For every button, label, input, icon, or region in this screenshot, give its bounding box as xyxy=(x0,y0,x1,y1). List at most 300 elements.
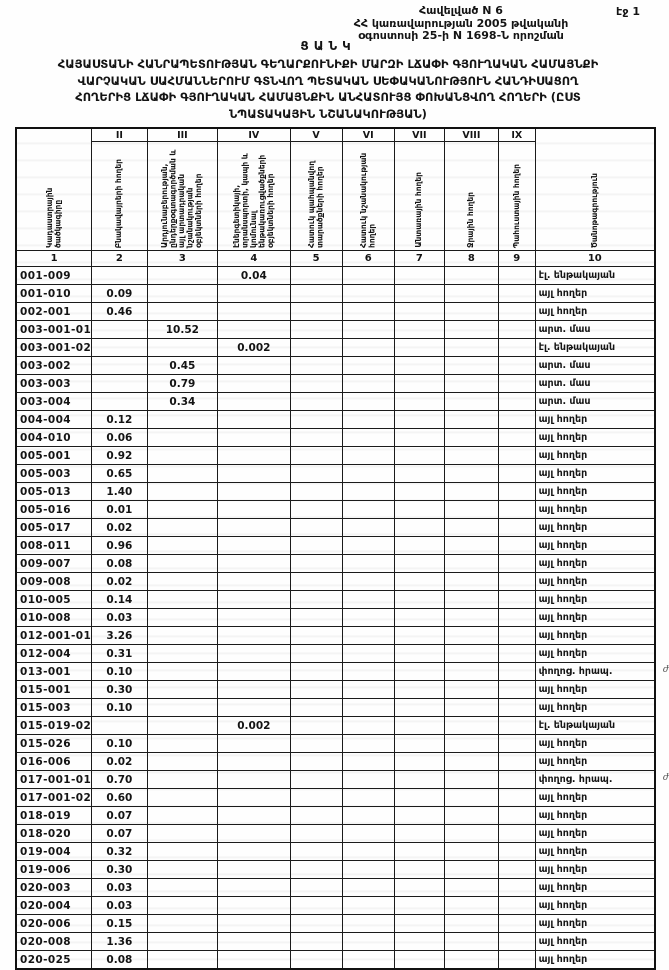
area-value-cell-col5 xyxy=(290,375,342,393)
area-value-cell-col7 xyxy=(394,357,444,375)
area-value-cell-col5 xyxy=(290,807,342,825)
table-row xyxy=(16,807,655,825)
area-value-cell-col2: 0.07 xyxy=(92,807,147,825)
area-value-cell-col9 xyxy=(498,591,535,609)
area-value-cell-col9 xyxy=(498,303,535,321)
area-value-cell-col5 xyxy=(290,645,342,663)
cadastral-code-cell: 003-001-01 xyxy=(16,321,92,339)
note-cell xyxy=(535,897,655,915)
area-value-cell-col4 xyxy=(218,429,290,447)
column-header-cadastral-code xyxy=(16,128,92,251)
area-value-cell-col4 xyxy=(218,735,290,753)
cadastral-code-cell: 005-013 xyxy=(16,483,92,501)
note-cell xyxy=(535,483,655,501)
cadastral-code-cell: 010-005 xyxy=(16,591,92,609)
area-value-cell-col2: 0.02 xyxy=(92,753,147,771)
note-cell xyxy=(535,357,655,375)
area-value-cell-col8 xyxy=(444,789,498,807)
area-value-cell-col2 xyxy=(92,393,147,411)
cadastral-code-cell: 001-010 xyxy=(16,285,92,303)
note-cell xyxy=(535,789,655,807)
area-value-cell-col6 xyxy=(342,447,394,465)
area-value-cell-col7 xyxy=(394,447,444,465)
area-value-cell-col3 xyxy=(147,789,218,807)
area-value-cell-col2: 0.10 xyxy=(92,735,147,753)
area-value-cell-col8 xyxy=(444,267,498,285)
cadastral-code-cell: 015-026 xyxy=(16,735,92,753)
area-value-cell-col6 xyxy=(342,573,394,591)
area-value-cell-col2: 0.03 xyxy=(92,897,147,915)
note-cell xyxy=(535,411,655,429)
area-value-cell-col7 xyxy=(394,285,444,303)
area-value-cell-col2: 0.92 xyxy=(92,447,147,465)
column-header-protected-areas-lands xyxy=(290,142,342,251)
area-value-cell-col7 xyxy=(394,303,444,321)
title-line-1: ՀԱՅԱՍՏԱՆԻ ՀԱՆՐԱՊԵՏՈՒԹՅԱՆ ԳԵՂԱՐՔՈՒՆԻՔԻ ՄԱՐԶԻ ԼՃԱՓԻ ԳՅՈՒՂԱԿԱՆ ՀԱՄԱՅՆՔԻ xyxy=(57,57,599,71)
area-value-cell-col3 xyxy=(147,771,218,789)
note-text: այլ հողեր xyxy=(538,576,588,587)
column-header-label: Բնակավայրերի հողեր xyxy=(114,158,124,248)
note-cell xyxy=(535,825,655,843)
column-number: 6 xyxy=(342,251,394,267)
area-value-cell-col4 xyxy=(218,843,290,861)
area-value-cell-col5 xyxy=(290,951,342,970)
area-value-cell-col9 xyxy=(498,825,535,843)
note-text: այլ հողեր xyxy=(538,792,588,803)
area-value-cell-col8 xyxy=(444,357,498,375)
note-text: այլ հողեր xyxy=(538,414,588,425)
table-row xyxy=(16,735,655,753)
note-text: այլ հողեր xyxy=(538,684,588,695)
column-number: 1 xyxy=(16,251,92,267)
handwritten-margin-mark: ժ xyxy=(662,773,669,783)
area-value-cell-col4 xyxy=(218,447,290,465)
area-value-cell-col3 xyxy=(147,681,218,699)
area-value-cell-col8 xyxy=(444,447,498,465)
area-value-cell-col4 xyxy=(218,501,290,519)
area-value-cell-col5 xyxy=(290,429,342,447)
area-value-cell-col5 xyxy=(290,501,342,519)
area-value-cell-col3 xyxy=(147,915,218,933)
area-value-cell-col2: 0.10 xyxy=(92,699,147,717)
cadastral-code-cell: 018-019 xyxy=(16,807,92,825)
area-value-cell-col8 xyxy=(444,861,498,879)
note-text: այլ հողեր xyxy=(538,756,588,767)
area-value-cell-col2: 1.40 xyxy=(92,483,147,501)
area-value-cell-col5 xyxy=(290,267,342,285)
area-value-cell-col7 xyxy=(394,501,444,519)
area-value-cell-col5 xyxy=(290,357,342,375)
table-row xyxy=(16,393,655,411)
column-header-label: Հատուկ նշանակության հողեր xyxy=(358,152,377,248)
cadastral-code-cell: 009-008 xyxy=(16,573,92,591)
area-value-cell-col4 xyxy=(218,393,290,411)
area-value-cell-col2: 3.26 xyxy=(92,627,147,645)
cadastral-code-cell: 020-004 xyxy=(16,897,92,915)
note-text: այլ հողեր xyxy=(538,738,588,749)
area-value-cell-col3 xyxy=(147,519,218,537)
table-row xyxy=(16,915,655,933)
note-text: էլ. ենթակայան xyxy=(538,342,616,353)
area-value-cell-col7 xyxy=(394,897,444,915)
area-value-cell-col9 xyxy=(498,285,535,303)
area-value-cell-col8 xyxy=(444,537,498,555)
area-value-cell-col7 xyxy=(394,429,444,447)
table-row xyxy=(16,465,655,483)
cadastral-code-cell: 004-004 xyxy=(16,411,92,429)
table-row xyxy=(16,303,655,321)
area-value-cell-col3 xyxy=(147,753,218,771)
note-text: այլ հողեր xyxy=(538,486,588,497)
area-value-cell-col4 xyxy=(218,519,290,537)
area-value-cell-col6 xyxy=(342,753,394,771)
area-value-cell-col9 xyxy=(498,267,535,285)
area-value-cell-col5 xyxy=(290,699,342,717)
note-text: այլ հողեր xyxy=(538,900,588,911)
area-value-cell-col3 xyxy=(147,645,218,663)
area-value-cell-col9 xyxy=(498,951,535,970)
area-value-cell-col4 xyxy=(218,699,290,717)
area-value-cell-col3 xyxy=(147,843,218,861)
area-value-cell-col8 xyxy=(444,663,498,681)
area-value-cell-col4 xyxy=(218,537,290,555)
note-text: այլ հողեր xyxy=(538,702,588,713)
area-value-cell-col3 xyxy=(147,933,218,951)
area-value-cell-col6 xyxy=(342,915,394,933)
note-cell xyxy=(535,753,655,771)
area-value-cell-col3 xyxy=(147,861,218,879)
area-value-cell-col6 xyxy=(342,627,394,645)
area-value-cell-col7 xyxy=(394,339,444,357)
area-value-cell-col2: 0.01 xyxy=(92,501,147,519)
area-value-cell-col8 xyxy=(444,285,498,303)
area-value-cell-col6 xyxy=(342,681,394,699)
area-value-cell-col8 xyxy=(444,321,498,339)
area-value-cell-col6 xyxy=(342,807,394,825)
area-value-cell-col2: 0.08 xyxy=(92,555,147,573)
area-value-cell-col7 xyxy=(394,267,444,285)
area-value-cell-col8 xyxy=(444,627,498,645)
area-value-cell-col8 xyxy=(444,393,498,411)
note-text: էլ. ենթակայան xyxy=(538,720,616,731)
area-value-cell-col4: 0.002 xyxy=(218,717,290,735)
area-value-cell-col4 xyxy=(218,483,290,501)
cadastral-code-cell: 010-008 xyxy=(16,609,92,627)
column-number: 10 xyxy=(535,251,655,267)
roman-numeral-row xyxy=(16,128,655,142)
area-value-cell-col7 xyxy=(394,933,444,951)
area-value-cell-col7 xyxy=(394,861,444,879)
area-value-cell-col5 xyxy=(290,573,342,591)
column-number: 5 xyxy=(290,251,342,267)
table-row xyxy=(16,699,655,717)
area-value-cell-col9 xyxy=(498,807,535,825)
area-value-cell-col7 xyxy=(394,411,444,429)
area-value-cell-col8 xyxy=(444,555,498,573)
area-value-cell-col2: 0.03 xyxy=(92,609,147,627)
area-value-cell-col8 xyxy=(444,717,498,735)
cadastral-code-cell: 002-001 xyxy=(16,303,92,321)
area-value-cell-col4 xyxy=(218,627,290,645)
note-text: փողոց. հրապ. xyxy=(538,666,613,677)
column-header-forest-lands xyxy=(394,142,444,251)
table-row xyxy=(16,285,655,303)
area-value-cell-col2 xyxy=(92,339,147,357)
area-value-cell-col9 xyxy=(498,843,535,861)
area-value-cell-col8 xyxy=(444,645,498,663)
column-header-label: Արդյունաբերության, ընդերքօգտագործման և այլ արտադրական նշանակության օբյեկտների հողեր xyxy=(160,149,204,248)
area-value-cell-col8 xyxy=(444,879,498,897)
note-cell xyxy=(535,951,655,970)
note-cell xyxy=(535,735,655,753)
table-row xyxy=(16,771,655,789)
area-value-cell-col4 xyxy=(218,753,290,771)
column-roman-numeral: IX xyxy=(498,128,535,142)
area-value-cell-col9 xyxy=(498,483,535,501)
note-cell xyxy=(535,807,655,825)
table-row xyxy=(16,897,655,915)
area-value-cell-col5 xyxy=(290,537,342,555)
note-cell xyxy=(535,861,655,879)
area-value-cell-col9 xyxy=(498,375,535,393)
area-value-cell-col7 xyxy=(394,951,444,970)
cadastral-code-cell: 008-011 xyxy=(16,537,92,555)
area-value-cell-col6 xyxy=(342,393,394,411)
area-value-cell-col4 xyxy=(218,357,290,375)
area-value-cell-col5 xyxy=(290,933,342,951)
cadastral-code-cell: 020-025 xyxy=(16,951,92,970)
area-value-cell-col6 xyxy=(342,339,394,357)
table-row xyxy=(16,321,655,339)
area-value-cell-col8 xyxy=(444,843,498,861)
cadastral-code-cell: 015-019-02 xyxy=(16,717,92,735)
area-value-cell-col9 xyxy=(498,771,535,789)
area-value-cell-col6 xyxy=(342,537,394,555)
note-text: այլ հողեր xyxy=(538,810,588,821)
column-roman-numeral: VIII xyxy=(444,128,498,142)
area-value-cell-col6 xyxy=(342,375,394,393)
area-value-cell-col4 xyxy=(218,285,290,303)
area-value-cell-col8 xyxy=(444,591,498,609)
column-header-settlement-lands xyxy=(92,142,147,251)
area-value-cell-col6 xyxy=(342,699,394,717)
note-cell xyxy=(535,915,655,933)
area-value-cell-col9 xyxy=(498,339,535,357)
area-value-cell-col9 xyxy=(498,411,535,429)
decree-line-1: ՀՀ կառավարության 2005 թվականի xyxy=(353,16,569,30)
area-value-cell-col4 xyxy=(218,915,290,933)
decree-line-2: օգոստոսի 25-ի N 1698-Ն որոշման xyxy=(358,29,564,42)
area-value-cell-col4 xyxy=(218,591,290,609)
area-value-cell-col7 xyxy=(394,375,444,393)
cadastral-code-cell: 020-008 xyxy=(16,933,92,951)
area-value-cell-col6 xyxy=(342,825,394,843)
area-value-cell-col6 xyxy=(342,663,394,681)
area-value-cell-col7 xyxy=(394,483,444,501)
note-cell xyxy=(535,933,655,951)
note-cell xyxy=(535,519,655,537)
cadastral-code-cell: 003-002 xyxy=(16,357,92,375)
column-header-label: Հատուկ պահպանվող տարածքների հողեր xyxy=(306,160,325,248)
area-value-cell-col2: 0.32 xyxy=(92,843,147,861)
area-value-cell-col9 xyxy=(498,879,535,897)
column-header-industrial-lands xyxy=(147,142,218,251)
area-value-cell-col7 xyxy=(394,393,444,411)
table-row xyxy=(16,537,655,555)
area-value-cell-col5 xyxy=(290,555,342,573)
area-value-cell-col3 xyxy=(147,537,218,555)
cadastral-code-cell: 016-006 xyxy=(16,753,92,771)
area-value-cell-col7 xyxy=(394,753,444,771)
area-value-cell-col3 xyxy=(147,627,218,645)
area-value-cell-col5 xyxy=(290,411,342,429)
cadastral-code-cell: 012-001-01 xyxy=(16,627,92,645)
cadastral-code-cell: 012-004 xyxy=(16,645,92,663)
area-value-cell-col9 xyxy=(498,555,535,573)
area-value-cell-col3 xyxy=(147,339,218,357)
area-value-cell-col2: 0.65 xyxy=(92,465,147,483)
area-value-cell-col6 xyxy=(342,645,394,663)
area-value-cell-col9 xyxy=(498,861,535,879)
table-row xyxy=(16,267,655,285)
note-text: այլ հողեր xyxy=(538,882,588,893)
note-cell xyxy=(535,591,655,609)
cadastral-code-cell: 015-003 xyxy=(16,699,92,717)
cadastral-code-cell: 005-017 xyxy=(16,519,92,537)
area-value-cell-col2 xyxy=(92,717,147,735)
area-value-cell-col8 xyxy=(444,429,498,447)
area-value-cell-col5 xyxy=(290,861,342,879)
area-value-cell-col8 xyxy=(444,483,498,501)
area-value-cell-col5 xyxy=(290,393,342,411)
area-value-cell-col2: 0.06 xyxy=(92,429,147,447)
area-value-cell-col4 xyxy=(218,807,290,825)
area-value-cell-col9 xyxy=(498,573,535,591)
area-value-cell-col5 xyxy=(290,285,342,303)
title-line-3: ՀՈՂԵՐԻՑ ԼՃԱՓԻ ԳՅՈՒՂԱԿԱՆ ՀԱՄԱՅՆՔԻՆ ԱՆՀԱՏՈՒՅՑ ՓՈԽԱՆՑՎՈՂ ՀՈՂԵՐԻ (ԸՍՏ xyxy=(75,90,581,104)
note-cell xyxy=(535,393,655,411)
area-value-cell-col3 xyxy=(147,285,218,303)
area-value-cell-col6 xyxy=(342,771,394,789)
area-value-cell-col9 xyxy=(498,681,535,699)
table-row xyxy=(16,429,655,447)
area-value-cell-col5 xyxy=(290,339,342,357)
area-value-cell-col6 xyxy=(342,609,394,627)
note-cell xyxy=(535,771,669,789)
area-value-cell-col9 xyxy=(498,645,535,663)
note-cell xyxy=(535,699,655,717)
area-value-cell-col3 xyxy=(147,303,218,321)
column-number: 7 xyxy=(394,251,444,267)
cadastral-code-cell: 003-004 xyxy=(16,393,92,411)
area-value-cell-col2: 0.12 xyxy=(92,411,147,429)
note-text: այլ հողեր xyxy=(538,828,588,839)
note-text: այլ հողեր xyxy=(538,648,588,659)
area-value-cell-col7 xyxy=(394,609,444,627)
area-value-cell-col6 xyxy=(342,717,394,735)
area-value-cell-col4 xyxy=(218,321,290,339)
area-value-cell-col9 xyxy=(498,789,535,807)
area-value-cell-col6 xyxy=(342,483,394,501)
cadastral-code-cell: 003-001-02 xyxy=(16,339,92,357)
table-row xyxy=(16,591,655,609)
area-value-cell-col4 xyxy=(218,933,290,951)
area-value-cell-col7 xyxy=(394,465,444,483)
area-value-cell-col4: 0.002 xyxy=(218,339,290,357)
title-line-4: ՆՊԱՏԱԿԱՅԻՆ ՆՇԱՆԱԿՈՒԹՅԱՆ) xyxy=(229,106,427,121)
area-value-cell-col2: 0.09 xyxy=(92,285,147,303)
area-value-cell-col9 xyxy=(498,501,535,519)
area-value-cell-col2: 0.10 xyxy=(92,663,147,681)
area-value-cell-col4 xyxy=(218,609,290,627)
cadastral-code-cell: 017-001-01 xyxy=(16,771,92,789)
column-header-remarks xyxy=(535,128,655,251)
area-value-cell-col3: 10.52 xyxy=(147,321,218,339)
area-value-cell-col2: 0.30 xyxy=(92,861,147,879)
area-value-cell-col8 xyxy=(444,771,498,789)
area-value-cell-col5 xyxy=(290,483,342,501)
area-value-cell-col7 xyxy=(394,537,444,555)
area-value-cell-col6 xyxy=(342,861,394,879)
area-value-cell-col7 xyxy=(394,627,444,645)
area-value-cell-col9 xyxy=(498,447,535,465)
area-value-cell-col4 xyxy=(218,897,290,915)
note-text: այլ հողեր xyxy=(538,306,588,317)
area-value-cell-col8 xyxy=(444,699,498,717)
column-roman-numeral: VII xyxy=(394,128,444,142)
area-value-cell-col7 xyxy=(394,879,444,897)
area-value-cell-col7 xyxy=(394,699,444,717)
cadastral-code-cell: 004-010 xyxy=(16,429,92,447)
area-value-cell-col9 xyxy=(498,429,535,447)
table-row xyxy=(16,483,655,501)
area-value-cell-col5 xyxy=(290,825,342,843)
area-value-cell-col8 xyxy=(444,339,498,357)
area-value-cell-col4 xyxy=(218,573,290,591)
area-value-cell-col2: 0.03 xyxy=(92,879,147,897)
table-row xyxy=(16,447,655,465)
area-value-cell-col8 xyxy=(444,573,498,591)
area-value-cell-col5 xyxy=(290,321,342,339)
area-value-cell-col5 xyxy=(290,465,342,483)
column-header-label: Կադաստրային ծածկագիրը xyxy=(44,187,63,248)
column-roman-numeral: II xyxy=(92,128,147,142)
area-value-cell-col7 xyxy=(394,717,444,735)
area-value-cell-col2: 0.31 xyxy=(92,645,147,663)
table-row xyxy=(16,681,655,699)
note-text: արտ. մաս xyxy=(538,324,591,335)
note-text: այլ հողեր xyxy=(538,954,588,965)
column-number: 4 xyxy=(218,251,290,267)
annex-reference-block xyxy=(328,5,594,43)
table-row xyxy=(16,609,655,627)
table-row xyxy=(16,843,655,861)
note-text: այլ հողեր xyxy=(538,504,588,515)
area-value-cell-col7 xyxy=(394,555,444,573)
area-value-cell-col6 xyxy=(342,555,394,573)
area-value-cell-col8 xyxy=(444,681,498,699)
area-value-cell-col3: 0.34 xyxy=(147,393,218,411)
area-value-cell-col9 xyxy=(498,627,535,645)
area-value-cell-col5 xyxy=(290,519,342,537)
area-value-cell-col9 xyxy=(498,537,535,555)
area-value-cell-col9 xyxy=(498,717,535,735)
table-row xyxy=(16,573,655,591)
area-value-cell-col9 xyxy=(498,519,535,537)
area-value-cell-col3 xyxy=(147,717,218,735)
cadastral-code-cell: 019-004 xyxy=(16,843,92,861)
note-text: այլ հողեր xyxy=(538,558,588,569)
